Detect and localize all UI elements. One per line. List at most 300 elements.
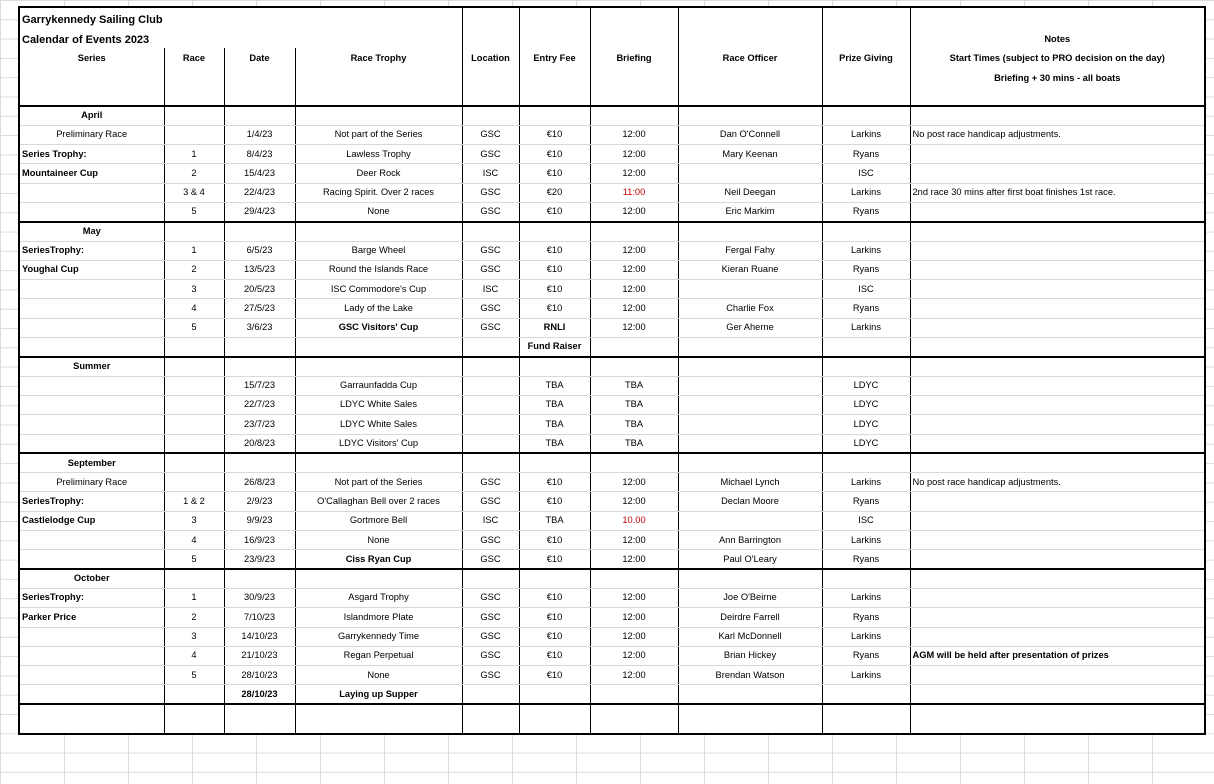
cell-trophy: Islandmore Plate <box>295 608 462 627</box>
header-briefing: Briefing <box>590 48 678 70</box>
cell-officer: Joe O'Beirne <box>678 588 822 607</box>
cell-officer: Dan O'Connell <box>678 125 822 144</box>
section-title: April <box>19 106 164 125</box>
cell-fee: €10 <box>519 241 590 260</box>
cell-officer: Brian Hickey <box>678 646 822 665</box>
cell-series: Parker Price <box>19 608 164 627</box>
cell-date: 20/5/23 <box>224 280 295 299</box>
cell-brief: TBA <box>590 415 678 434</box>
cell-prize: Larkins <box>822 183 910 202</box>
cell-date: 21/10/23 <box>224 646 295 665</box>
cell-trophy: Racing Spirit. Over 2 races <box>295 183 462 202</box>
cell-fee: €10 <box>519 202 590 221</box>
cell-fee: €10 <box>519 646 590 665</box>
cell-race: 5 <box>164 550 224 569</box>
cell-loc: GSC <box>462 666 519 685</box>
cell-notes <box>910 260 1205 279</box>
cell-notes <box>910 588 1205 607</box>
cell-loc <box>462 685 519 704</box>
cell-trophy: LDYC White Sales <box>295 395 462 414</box>
cell-trophy: Not part of the Series <box>295 473 462 492</box>
cell-officer: Ann Barrington <box>678 531 822 550</box>
cell-race: 2 <box>164 260 224 279</box>
cell-loc <box>462 338 519 357</box>
cell-race: 3 & 4 <box>164 183 224 202</box>
section-title: May <box>19 222 164 241</box>
cell-trophy: Deer Rock <box>295 164 462 183</box>
cell-loc: GSC <box>462 183 519 202</box>
cell-prize: Ryans <box>822 202 910 221</box>
cell-brief: 12:00 <box>590 588 678 607</box>
cell-trophy: Round the Islands Race <box>295 260 462 279</box>
cell-prize: Larkins <box>822 666 910 685</box>
cell-officer <box>678 395 822 414</box>
cell-prize: LDYC <box>822 415 910 434</box>
cell-fee: €10 <box>519 473 590 492</box>
header-location: Location <box>462 48 519 70</box>
cell-date: 23/9/23 <box>224 550 295 569</box>
cell-race <box>164 434 224 453</box>
calendar-subtitle: Calendar of Events 2023 <box>19 32 462 48</box>
table-row <box>19 492 1205 511</box>
cell-notes <box>910 434 1205 453</box>
cell-fee: €10 <box>519 260 590 279</box>
cell-trophy: Not part of the Series <box>295 125 462 144</box>
cell-brief: 12:00 <box>590 299 678 318</box>
cell-date: 9/9/23 <box>224 511 295 530</box>
cell-series: Castlelodge Cup <box>19 511 164 530</box>
cell-series: Preliminary Race <box>19 125 164 144</box>
table-row <box>19 395 1205 414</box>
cell-fee <box>519 685 590 704</box>
cell-fee: TBA <box>519 511 590 530</box>
cell-notes <box>910 531 1205 550</box>
cell-prize: Larkins <box>822 531 910 550</box>
cell-trophy: None <box>295 202 462 221</box>
header-start-times: Start Times (subject to PRO decision on the day) <box>910 48 1205 70</box>
cell-officer: Paul O'Leary <box>678 550 822 569</box>
cell-series <box>19 299 164 318</box>
cell-date: 6/5/23 <box>224 241 295 260</box>
cell-date: 28/10/23 <box>224 685 295 704</box>
cell-date: 7/10/23 <box>224 608 295 627</box>
cell-trophy <box>295 338 462 357</box>
cell-trophy: O'Callaghan Bell over 2 races <box>295 492 462 511</box>
cell-date: 2/9/23 <box>224 492 295 511</box>
cell-trophy: None <box>295 531 462 550</box>
cell-officer <box>678 338 822 357</box>
cell-loc: GSC <box>462 492 519 511</box>
cell-officer: Karl McDonnell <box>678 627 822 646</box>
cell-loc <box>462 376 519 395</box>
cell-officer <box>678 376 822 395</box>
table-row <box>19 415 1205 434</box>
cell-date: 1/4/23 <box>224 125 295 144</box>
cell-loc: GSC <box>462 550 519 569</box>
cell-prize: Ryans <box>822 492 910 511</box>
cell-loc: GSC <box>462 145 519 164</box>
cell-race: 4 <box>164 299 224 318</box>
cell-prize: Larkins <box>822 318 910 337</box>
cell-brief: 12:00 <box>590 473 678 492</box>
cell-trophy: LDYC White Sales <box>295 415 462 434</box>
cell-series <box>19 415 164 434</box>
cell-prize: Larkins <box>822 588 910 607</box>
cell-prize: LDYC <box>822 434 910 453</box>
cell-fee: €10 <box>519 550 590 569</box>
section-title: October <box>19 569 164 588</box>
cell-loc: GSC <box>462 125 519 144</box>
cell-brief: TBA <box>590 434 678 453</box>
cell-officer: Declan Moore <box>678 492 822 511</box>
table-row <box>19 299 1205 318</box>
club-title: Garrykennedy Sailing Club <box>19 7 462 32</box>
cell-trophy: Lawless Trophy <box>295 145 462 164</box>
cell-fee: €20 <box>519 183 590 202</box>
cell-notes <box>910 280 1205 299</box>
calendar-body <box>19 7 1205 734</box>
cell-loc <box>462 434 519 453</box>
cell-date: 20/8/23 <box>224 434 295 453</box>
cell-prize: LDYC <box>822 376 910 395</box>
table-row <box>19 473 1205 492</box>
cell-loc: ISC <box>462 164 519 183</box>
header-date: Date <box>224 48 295 70</box>
cell-race: 2 <box>164 608 224 627</box>
cell-officer: Mary Keenan <box>678 145 822 164</box>
cell-date <box>224 338 295 357</box>
table-row <box>19 280 1205 299</box>
cell-loc: GSC <box>462 627 519 646</box>
cell-race <box>164 338 224 357</box>
cell-loc: GSC <box>462 260 519 279</box>
cell-officer: Eric Markim <box>678 202 822 221</box>
cell-fee: €10 <box>519 531 590 550</box>
calendar-table <box>18 6 1206 735</box>
header-race-officer: Race Officer <box>678 48 822 70</box>
cell-trophy: LDYC Visitors' Cup <box>295 434 462 453</box>
cell-series <box>19 550 164 569</box>
cell-trophy: Gortmore Bell <box>295 511 462 530</box>
cell-loc <box>462 395 519 414</box>
cell-notes <box>910 376 1205 395</box>
cell-trophy: GSC Visitors' Cup <box>295 318 462 337</box>
cell-series: Mountaineer Cup <box>19 164 164 183</box>
cell-officer <box>678 415 822 434</box>
header-trophy: Race Trophy <box>295 48 462 70</box>
cell-loc: GSC <box>462 588 519 607</box>
cell-race: 2 <box>164 164 224 183</box>
cell-notes <box>910 627 1205 646</box>
header-race: Race <box>164 48 224 70</box>
cell-notes: No post race handicap adjustments. <box>910 473 1205 492</box>
cell-date: 15/4/23 <box>224 164 295 183</box>
table-row <box>19 627 1205 646</box>
cell-series: SeriesTrophy: <box>19 241 164 260</box>
cell-series <box>19 685 164 704</box>
table-row <box>19 434 1205 453</box>
cell-date: 22/7/23 <box>224 395 295 414</box>
cell-series <box>19 434 164 453</box>
cell-loc: GSC <box>462 299 519 318</box>
cell-brief: 12:00 <box>590 608 678 627</box>
cell-prize: Ryans <box>822 608 910 627</box>
cell-date: 16/9/23 <box>224 531 295 550</box>
cell-series <box>19 202 164 221</box>
cell-brief: 12:00 <box>590 550 678 569</box>
cell-date: 14/10/23 <box>224 627 295 646</box>
cell-brief: 12:00 <box>590 280 678 299</box>
cell-series <box>19 318 164 337</box>
cell-series <box>19 338 164 357</box>
cell-race <box>164 415 224 434</box>
cell-brief: 12:00 <box>590 531 678 550</box>
cell-officer: Michael Lynch <box>678 473 822 492</box>
cell-brief <box>590 338 678 357</box>
cell-officer: Deirdre Farrell <box>678 608 822 627</box>
cell-series <box>19 646 164 665</box>
cell-fee: TBA <box>519 395 590 414</box>
cell-date: 13/5/23 <box>224 260 295 279</box>
section-title: Summer <box>19 357 164 376</box>
cell-notes <box>910 318 1205 337</box>
cell-date: 29/4/23 <box>224 202 295 221</box>
cell-prize <box>822 338 910 357</box>
cell-race: 5 <box>164 666 224 685</box>
cell-notes <box>910 145 1205 164</box>
table-row <box>19 318 1205 337</box>
cell-notes <box>910 492 1205 511</box>
cell-brief: 12:00 <box>590 646 678 665</box>
cell-prize: Ryans <box>822 646 910 665</box>
cell-officer <box>678 164 822 183</box>
cell-brief: 12:00 <box>590 492 678 511</box>
cell-brief: 12:00 <box>590 666 678 685</box>
cell-brief: 11:00 <box>590 183 678 202</box>
cell-race: 4 <box>164 531 224 550</box>
table-row <box>19 338 1205 357</box>
cell-brief: TBA <box>590 376 678 395</box>
section-row <box>19 453 1205 472</box>
cell-trophy: ISC Commodore's Cup <box>295 280 462 299</box>
cell-officer: Fergal Fahy <box>678 241 822 260</box>
cell-fee: €10 <box>519 280 590 299</box>
cell-date: 30/9/23 <box>224 588 295 607</box>
table-row <box>19 145 1205 164</box>
cell-series: SeriesTrophy: <box>19 492 164 511</box>
cell-loc: GSC <box>462 531 519 550</box>
section-row <box>19 357 1205 376</box>
cell-prize: Ryans <box>822 145 910 164</box>
cell-trophy: Asgard Trophy <box>295 588 462 607</box>
cell-officer: Neil Deegan <box>678 183 822 202</box>
cell-series: Series Trophy: <box>19 145 164 164</box>
cell-loc: GSC <box>462 646 519 665</box>
cell-notes <box>910 202 1205 221</box>
cell-series <box>19 666 164 685</box>
cell-loc: GSC <box>462 202 519 221</box>
cell-brief <box>590 685 678 704</box>
cell-fee: €10 <box>519 588 590 607</box>
cell-date: 27/5/23 <box>224 299 295 318</box>
cell-race <box>164 376 224 395</box>
cell-prize <box>822 685 910 704</box>
cell-fee: €10 <box>519 299 590 318</box>
table-row <box>19 550 1205 569</box>
cell-trophy: Barge Wheel <box>295 241 462 260</box>
cell-race <box>164 395 224 414</box>
cell-date: 28/10/23 <box>224 666 295 685</box>
cell-officer: Kieran Ruane <box>678 260 822 279</box>
notes-label: Notes <box>910 32 1205 48</box>
cell-notes <box>910 608 1205 627</box>
cell-prize: Larkins <box>822 473 910 492</box>
cell-brief: 12:00 <box>590 260 678 279</box>
cell-date: 3/6/23 <box>224 318 295 337</box>
cell-officer <box>678 434 822 453</box>
cell-brief: 12:00 <box>590 125 678 144</box>
cell-prize: Ryans <box>822 260 910 279</box>
cell-officer: Ger Aherne <box>678 318 822 337</box>
cell-race <box>164 685 224 704</box>
cell-fee: €10 <box>519 145 590 164</box>
table-row <box>19 241 1205 260</box>
table-row <box>19 125 1205 144</box>
cell-officer: Charlie Fox <box>678 299 822 318</box>
cell-brief: 12:00 <box>590 318 678 337</box>
cell-trophy: Garrykennedy Time <box>295 627 462 646</box>
cell-series <box>19 183 164 202</box>
header-entry-fee: Entry Fee <box>519 48 590 70</box>
cell-loc: ISC <box>462 511 519 530</box>
cell-fee: €10 <box>519 492 590 511</box>
cell-series: Preliminary Race <box>19 473 164 492</box>
cell-race: 1 <box>164 241 224 260</box>
cell-trophy: None <box>295 666 462 685</box>
cell-date: 26/8/23 <box>224 473 295 492</box>
cell-prize: ISC <box>822 164 910 183</box>
cell-prize: ISC <box>822 280 910 299</box>
cell-notes <box>910 299 1205 318</box>
header-start-times-note: Briefing + 30 mins - all boats <box>910 70 1205 87</box>
cell-prize: ISC <box>822 511 910 530</box>
table-row <box>19 646 1205 665</box>
cell-prize: Ryans <box>822 550 910 569</box>
cell-date: 23/7/23 <box>224 415 295 434</box>
cell-notes: No post race handicap adjustments. <box>910 125 1205 144</box>
cell-notes <box>910 395 1205 414</box>
cell-series <box>19 395 164 414</box>
cell-trophy: Lady of the Lake <box>295 299 462 318</box>
cell-race: 1 & 2 <box>164 492 224 511</box>
cell-prize: LDYC <box>822 395 910 414</box>
table-row <box>19 202 1205 221</box>
cell-notes <box>910 338 1205 357</box>
cell-notes <box>910 550 1205 569</box>
cell-fee: TBA <box>519 415 590 434</box>
cell-notes <box>910 164 1205 183</box>
section-title: September <box>19 453 164 472</box>
cell-series: SeriesTrophy: <box>19 588 164 607</box>
cell-notes <box>910 666 1205 685</box>
cell-date: 15/7/23 <box>224 376 295 395</box>
cell-notes <box>910 511 1205 530</box>
cell-brief: 12:00 <box>590 145 678 164</box>
section-row <box>19 569 1205 588</box>
section-row <box>19 222 1205 241</box>
cell-trophy: Laying up Supper <box>295 685 462 704</box>
cell-loc: GSC <box>462 241 519 260</box>
cell-race: 4 <box>164 646 224 665</box>
cell-prize: Larkins <box>822 241 910 260</box>
table-row <box>19 183 1205 202</box>
cell-fee: €10 <box>519 164 590 183</box>
cell-officer <box>678 685 822 704</box>
cell-trophy: Garraunfadda Cup <box>295 376 462 395</box>
cell-brief: 10.00 <box>590 511 678 530</box>
cell-prize: Larkins <box>822 125 910 144</box>
cell-fee: €10 <box>519 125 590 144</box>
cell-fee: €10 <box>519 666 590 685</box>
cell-notes: AGM will be held after presentation of prizes <box>910 646 1205 665</box>
cell-date: 8/4/23 <box>224 145 295 164</box>
cell-notes: 2nd race 30 mins after first boat finishes 1st race. <box>910 183 1205 202</box>
cell-fee: TBA <box>519 434 590 453</box>
cell-brief: TBA <box>590 395 678 414</box>
table-row <box>19 376 1205 395</box>
cell-brief: 12:00 <box>590 164 678 183</box>
cell-trophy: Ciss Ryan Cup <box>295 550 462 569</box>
table-row <box>19 588 1205 607</box>
table-row <box>19 164 1205 183</box>
cell-date: 22/4/23 <box>224 183 295 202</box>
cell-loc: GSC <box>462 318 519 337</box>
cell-series <box>19 531 164 550</box>
cell-series: Youghal Cup <box>19 260 164 279</box>
cell-brief: 12:00 <box>590 202 678 221</box>
trailing-row <box>19 704 1205 734</box>
cell-series <box>19 627 164 646</box>
cell-race: 1 <box>164 588 224 607</box>
cell-race: 3 <box>164 280 224 299</box>
cell-fee: TBA <box>519 376 590 395</box>
cell-prize: Ryans <box>822 299 910 318</box>
cell-notes <box>910 415 1205 434</box>
cell-race: 5 <box>164 318 224 337</box>
cell-fee: RNLI <box>519 318 590 337</box>
header-series: Series <box>19 48 164 70</box>
section-row <box>19 106 1205 125</box>
table-row <box>19 531 1205 550</box>
cell-fee: €10 <box>519 608 590 627</box>
cell-loc: GSC <box>462 608 519 627</box>
table-row <box>19 608 1205 627</box>
cell-fee: €10 <box>519 627 590 646</box>
cell-brief: 12:00 <box>590 241 678 260</box>
header-prize-giving: Prize Giving <box>822 48 910 70</box>
cell-race: 3 <box>164 511 224 530</box>
cell-series <box>19 280 164 299</box>
cell-notes <box>910 241 1205 260</box>
cell-officer <box>678 280 822 299</box>
cell-race: 5 <box>164 202 224 221</box>
cell-officer: Brendan Watson <box>678 666 822 685</box>
cell-trophy: Regan Perpetual <box>295 646 462 665</box>
table-row <box>19 260 1205 279</box>
cell-race <box>164 473 224 492</box>
table-row <box>19 685 1205 704</box>
cell-race <box>164 125 224 144</box>
